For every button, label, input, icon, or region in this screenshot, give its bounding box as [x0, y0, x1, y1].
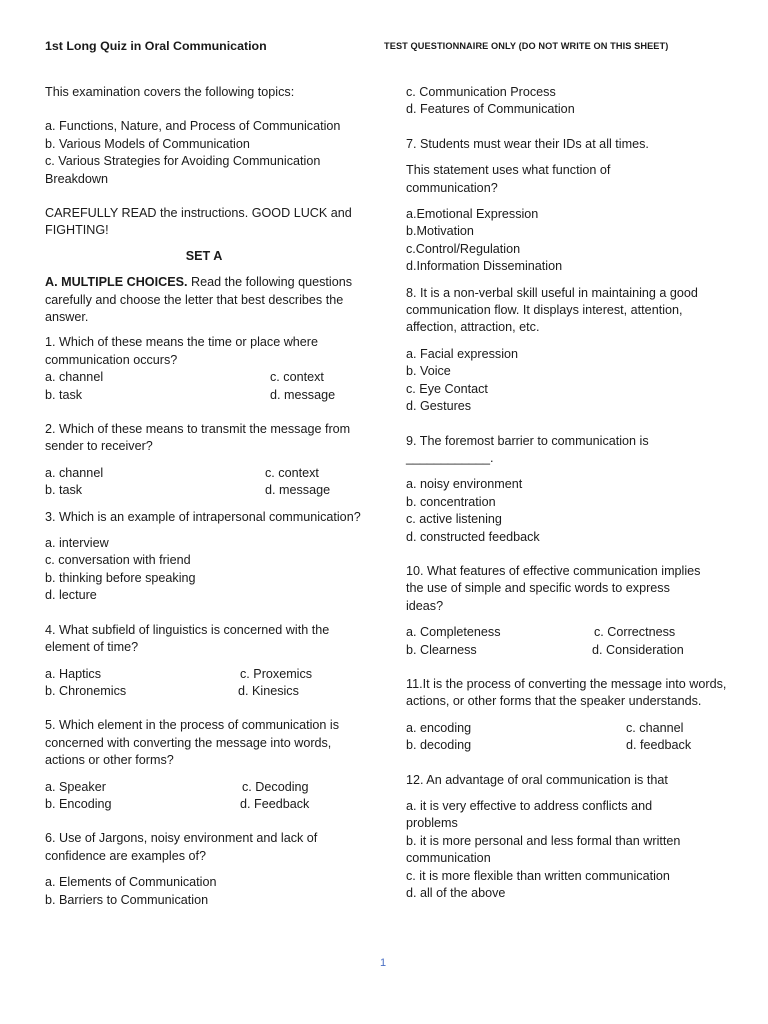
q5-row-1: [45, 779, 363, 796]
q1-option-c: c. context: [270, 370, 324, 385]
q12-option-c: c. it is more flexible than written communication: [406, 868, 670, 883]
q2-option-b: b. task: [45, 483, 83, 498]
question-1: 1. Which of these means the time or place where communication occurs?: [45, 335, 318, 367]
instructions: CAREFULLY READ the instructions. GOOD LUCK and FIGHTING!: [45, 206, 352, 238]
q4-option-c: c. Proxemics: [240, 666, 313, 681]
question-10: 10. What features of effective communication implies the use of simple and specific words to express ideas?: [406, 563, 701, 613]
question-11: 11.It is the process of converting the message into words, actions, or other forms that the speaker understands.: [406, 676, 727, 709]
q1-option-d: d. message: [270, 387, 336, 402]
q4-row-1: [45, 666, 363, 683]
q2-option-d: d. message: [265, 483, 331, 498]
question-6: 6. Use of Jargons, noisy environment and lack of confidence are examples of?: [45, 831, 318, 863]
q4-row-2: [45, 683, 363, 700]
q1-option-b: b. task: [45, 387, 83, 402]
question-12: 12. An advantage of oral communication is that: [406, 772, 668, 787]
q10-option-c: c. Correctness: [594, 625, 676, 640]
q9-blank: ____________.: [406, 450, 494, 465]
section-a: [45, 274, 363, 326]
topic-a: a. Functions, Nature, and Process of Communication: [45, 119, 341, 134]
q1-row-2: [45, 387, 363, 404]
question-2: 2. Which of these means to transmit the message from sender to receiver?: [45, 422, 351, 454]
q11-option-d: d. feedback: [626, 738, 692, 753]
q11-row-1: [406, 720, 728, 737]
q1-option-a: a. channel: [45, 370, 104, 385]
q12-option-b: b. it is more personal and less formal than written communication: [406, 833, 681, 866]
q9-option-a: a. noisy environment: [406, 477, 523, 492]
intro-covers: This examination covers the following topics:: [45, 85, 295, 99]
q10-row-2: [406, 642, 728, 659]
q2-option-c: c. context: [265, 465, 319, 480]
q2-row-1: [45, 465, 363, 482]
q8-option-d: d. Gestures: [406, 399, 472, 414]
topic-c: c. Various Strategies for Avoiding Communication Breakdown: [45, 154, 321, 186]
page-number: 1: [380, 957, 387, 969]
q11-option-a: a. encoding: [406, 720, 472, 735]
q6-option-a: a. Elements of Communication: [45, 875, 217, 890]
q8-option-b: b. Voice: [406, 364, 451, 379]
q7-option-b: b.Motivation: [406, 224, 474, 239]
q3-option-b: b. thinking before speaking: [45, 570, 196, 585]
question-7: 7. Students must wear their IDs at all times.: [406, 136, 649, 151]
section-description: Read the following questions carefully and choose the letter that best describes the answer.: [45, 275, 353, 325]
question-3: 3. Which is an example of intrapersonal communication?: [45, 509, 361, 524]
q5-option-a: a. Speaker: [45, 779, 106, 794]
q6-option-d: d. Features of Communication: [406, 102, 575, 117]
q3-option-d: d. lecture: [45, 588, 97, 603]
q3-option-a: a. interview: [45, 536, 109, 551]
q10-option-a: a. Completeness: [406, 625, 501, 640]
q12-option-a: a. it is very effective to address conflicts and problems: [406, 798, 653, 831]
q11-option-b: b. decoding: [406, 738, 472, 753]
q5-option-d: d. Feedback: [240, 796, 310, 811]
q9-option-b: b. concentration: [406, 494, 496, 509]
q5-row-2: [45, 796, 363, 813]
q4-option-a: a. Haptics: [45, 666, 101, 681]
q11-option-c: c. channel: [626, 720, 684, 735]
set-label: SET A: [185, 248, 223, 263]
question-4: 4. What subfield of linguistics is concerned with the element of time?: [45, 622, 330, 655]
q11-row-2: [406, 737, 728, 754]
left-column: [45, 84, 363, 909]
q2-row-2: [45, 482, 363, 499]
question-7-prompt: This statement uses what function of communication?: [406, 163, 611, 195]
q6-option-c: c. Communication Process: [406, 85, 556, 99]
question-5: 5. Which element in the process of communication is concerned with converting the message into words, actions or other forms?: [45, 718, 339, 768]
q1-row-1: [45, 369, 363, 386]
q9-option-d: d. constructed feedback: [406, 529, 540, 544]
q10-option-d: d. Consideration: [592, 642, 684, 657]
q7-option-c: c.Control/Regulation: [406, 241, 521, 256]
q8-option-c: c. Eye Contact: [406, 381, 488, 396]
question-9: 9. The foremost barrier to communication is: [406, 433, 649, 448]
q7-option-d: d.Information Dissemination: [406, 259, 563, 274]
q12-option-d: d. all of the above: [406, 885, 506, 900]
question-8: 8. It is a non-verbal skill useful in maintaining a good communication flow. It displays interest, attention, affection, attraction, etc.: [406, 285, 698, 335]
q5-option-c: c. Decoding: [242, 779, 309, 794]
q3-option-c: c. conversation with friend: [45, 553, 191, 568]
q10-row-1: [406, 624, 728, 641]
q8-option-a: a. Facial expression: [406, 346, 518, 361]
right-column: [406, 84, 728, 902]
q6-option-b: b. Barriers to Communication: [45, 892, 209, 907]
topic-b: b. Various Models of Communication: [45, 136, 250, 151]
q7-option-a: a.Emotional Expression: [406, 207, 539, 222]
q4-option-b: b. Chronemics: [45, 683, 127, 698]
q4-option-d: d. Kinesics: [238, 683, 299, 698]
quiz-title: 1st Long Quiz in Oral Communication: [45, 39, 267, 53]
q2-option-a: a. channel: [45, 465, 104, 480]
q9-option-c: c. active listening: [406, 512, 502, 527]
questionnaire-notice: TEST QUESTIONNAIRE ONLY (DO NOT WRITE ON THIS SHEET): [384, 41, 669, 51]
section-title: A. MULTIPLE CHOICES.: [45, 275, 188, 290]
q10-option-b: b. Clearness: [406, 642, 477, 657]
q5-option-b: b. Encoding: [45, 796, 112, 811]
